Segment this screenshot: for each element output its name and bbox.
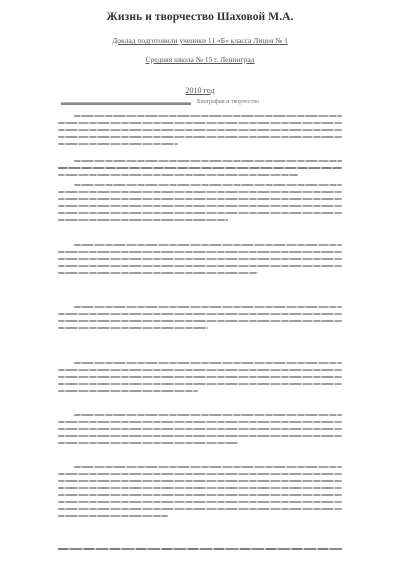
text-line: [58, 191, 342, 193]
paragraph-7: [58, 414, 342, 449]
text-line: [58, 198, 342, 200]
text-line: [58, 272, 258, 274]
text-line: [58, 143, 178, 145]
text-line: [58, 251, 342, 253]
text-line: [58, 442, 238, 444]
text-line: [58, 473, 342, 475]
text-line: [74, 115, 342, 117]
text-line: [58, 320, 342, 322]
text-line: [74, 160, 342, 162]
paragraph-5: [58, 306, 342, 334]
text-line: [58, 129, 342, 131]
document-school: Средняя школа № 15 г. Ленинград: [145, 55, 255, 64]
document-byline: Доклад подготовили ученики 11 «Б» класса Лицея № 1: [112, 36, 288, 45]
text-line: [58, 265, 342, 267]
text-line: [58, 480, 342, 482]
text-line: [58, 548, 342, 550]
text-line: [58, 313, 342, 315]
text-line: [58, 390, 198, 392]
text-line: [74, 414, 342, 416]
paragraph-2: [58, 160, 342, 181]
text-line: [74, 466, 342, 468]
text-line: [58, 428, 342, 430]
text-line: [58, 383, 342, 385]
paragraph-6: [58, 362, 342, 397]
text-line: [58, 122, 342, 124]
text-line: [58, 212, 342, 214]
text-line: [58, 174, 298, 176]
paragraph-3: [58, 184, 342, 226]
text-line: [58, 515, 168, 517]
text-line: [58, 508, 342, 510]
text-line: [58, 376, 342, 378]
text-line: [58, 494, 342, 496]
text-line: [58, 327, 208, 329]
paragraph-1: [58, 115, 342, 150]
text-line: [58, 369, 342, 371]
section-heading-label: Биография и творчество: [197, 99, 260, 105]
document-year: 2010 год: [185, 86, 215, 95]
paragraph-4: [58, 244, 342, 279]
text-line: [74, 244, 342, 246]
text-line: [58, 421, 342, 423]
paragraph-8: [58, 466, 342, 522]
text-line: [58, 258, 342, 260]
text-line: [74, 184, 342, 186]
text-line: [58, 136, 342, 138]
text-line: [58, 219, 228, 221]
section-heading-bar: [61, 102, 191, 105]
text-line: [58, 167, 342, 169]
text-line: [58, 501, 342, 503]
document-title: Жизнь и творчество Шаховой М.А.: [106, 11, 294, 23]
text-line: [58, 205, 342, 207]
text-line: [74, 306, 342, 308]
section-heading: [61, 99, 261, 107]
text-line: [58, 487, 342, 489]
text-line: [74, 362, 342, 364]
text-line: [58, 435, 342, 437]
